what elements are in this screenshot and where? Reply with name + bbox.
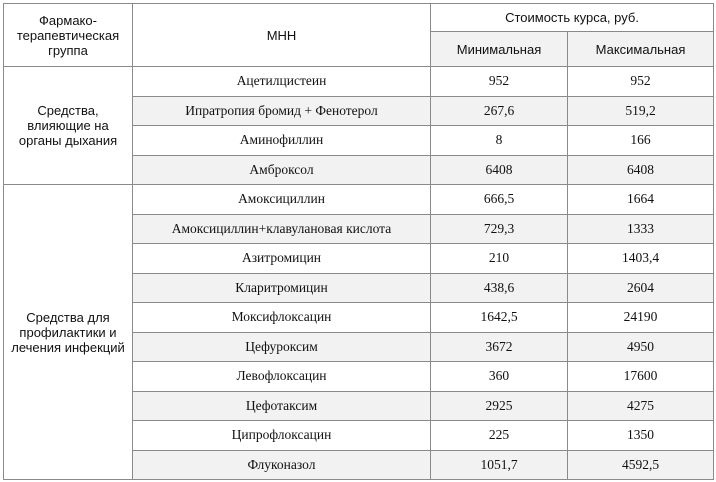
min-cell: 666,5 (431, 185, 568, 215)
max-cell: 952 (568, 67, 714, 97)
min-cell: 360 (431, 362, 568, 392)
document-page (3, 3, 714, 480)
max-cell: 17600 (568, 362, 714, 392)
inn-cell: Левофлоксацин (133, 362, 431, 392)
inn-cell: Кларитромицин (133, 273, 431, 303)
inn-cell: Флуконазол (133, 450, 431, 480)
max-cell: 4275 (568, 391, 714, 421)
inn-cell: Цефотаксим (133, 391, 431, 421)
group-cell: Средства, влияющие на органы дыхания (4, 67, 133, 185)
min-cell: 1051,7 (431, 450, 568, 480)
min-cell: 8 (431, 126, 568, 156)
inn-cell: Ципрофлоксацин (133, 421, 431, 451)
inn-cell: Амоксициллин+клавулановая кислота (133, 214, 431, 244)
cost-table (3, 3, 714, 480)
table-row (4, 67, 714, 97)
inn-cell: Аминофиллин (133, 126, 431, 156)
min-cell: 6408 (431, 155, 568, 185)
min-cell: 210 (431, 244, 568, 274)
inn-column-header: МНН (133, 4, 431, 67)
min-cell: 2925 (431, 391, 568, 421)
table-row (4, 185, 714, 215)
min-column-header: Минимальная (431, 32, 568, 67)
max-cell: 2604 (568, 273, 714, 303)
max-cell: 24190 (568, 303, 714, 333)
max-cell: 1333 (568, 214, 714, 244)
inn-cell: Моксифлоксацин (133, 303, 431, 333)
max-cell: 519,2 (568, 96, 714, 126)
max-cell: 6408 (568, 155, 714, 185)
inn-cell: Амброксол (133, 155, 431, 185)
max-cell: 166 (568, 126, 714, 156)
group-cell: Средства для профилактики и лечения инфекций (4, 185, 133, 480)
header-row-1 (4, 4, 714, 32)
max-cell: 4592,5 (568, 450, 714, 480)
max-cell: 1664 (568, 185, 714, 215)
min-cell: 729,3 (431, 214, 568, 244)
max-column-header: Максимальная (568, 32, 714, 67)
min-cell: 267,6 (431, 96, 568, 126)
max-cell: 4950 (568, 332, 714, 362)
inn-cell: Ацетилцистеин (133, 67, 431, 97)
min-cell: 3672 (431, 332, 568, 362)
max-cell: 1403,4 (568, 244, 714, 274)
min-cell: 952 (431, 67, 568, 97)
group-column-header: Фармако-терапевтическая группа (4, 4, 133, 67)
inn-cell: Азитромицин (133, 244, 431, 274)
min-cell: 225 (431, 421, 568, 451)
inn-cell: Амоксициллин (133, 185, 431, 215)
cost-column-header: Стоимость курса, руб. (431, 4, 714, 32)
inn-cell: Ипратропия бромид + Фенотерол (133, 96, 431, 126)
min-cell: 1642,5 (431, 303, 568, 333)
max-cell: 1350 (568, 421, 714, 451)
min-cell: 438,6 (431, 273, 568, 303)
inn-cell: Цефуроксим (133, 332, 431, 362)
